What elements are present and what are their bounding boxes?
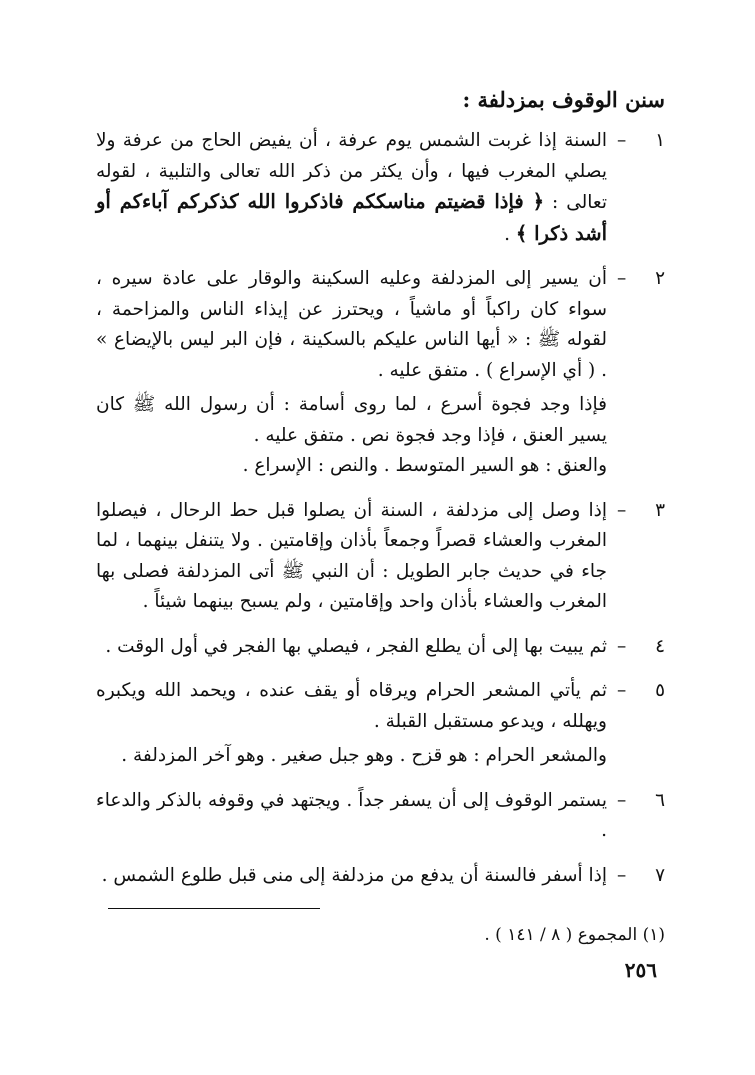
item-number-marker: [617, 786, 665, 817]
item-number-marker: [617, 126, 665, 157]
footnote-divider: [108, 908, 320, 909]
item-note: والمشعر الحرام : هو قزح . وهو جبل صغير . وهو آخر المزدلفة .: [121, 745, 607, 766]
item-note: فإذا وجد فجوة أسرع ، لما روى أسامة : أن رسول الله ﷺ كان يسير العنق ، فإذا وجد فجوة نص . متفق عليه .: [96, 394, 607, 446]
item-text-end: .: [504, 223, 516, 245]
item-text: أن يسير إلى المزدلفة وعليه السكينة والوقار على عادة سيره ، سواء كان راكباً أو ماشياً ، ويحترز عن إيذاء الناس والمزاحمة ، لقوله ﷺ : « أيها الناس عليكم بالسكينة ، فإن البر ليس بالإيضاع » . ( أي الإسراع ) . متفق عليه .: [96, 268, 607, 381]
page-number: ٢٥٦: [624, 958, 657, 982]
item-number: ١: [655, 130, 665, 151]
item-dash: –: [617, 635, 627, 657]
list-item: [96, 786, 665, 847]
footnote: (١) المجموع ( ٨ / ١٤١ ) .: [484, 925, 665, 945]
item-number-marker: [617, 632, 665, 663]
item-dash: –: [617, 130, 627, 151]
item-number-marker: [617, 496, 665, 527]
item-dash: –: [617, 499, 627, 521]
item-number: ٣: [655, 499, 665, 521]
list-item: [96, 676, 665, 772]
item-text: ثم يبيت بها إلى أن يطلع الفجر ، فيصلي بها الفجر في أول الوقت .: [105, 635, 607, 657]
item-number: ٧: [655, 864, 665, 886]
item-text: ثم يأتي المشعر الحرام ويرقاه أو يقف عنده ، ويحمد الله ويكبره ويهلله ، ويدعو مستقبل القبلة .: [96, 680, 607, 732]
list-item: [96, 496, 665, 618]
item-text: إذا وصل إلى مزدلفة ، السنة أن يصلوا قبل حط الرحال ، فيصلوا المغرب والعشاء قصراً وجمعاً بأذان وإقامتين . ولا يتنفل بينهما ، لما جاء في حديث جابر الطويل : أن النبي ﷺ أتى المزدلفة فصلى بها المغرب والعشاء بأذان واحد وإقامتين ، ولم يسبح بينهما شيئاً .: [96, 499, 607, 612]
list-item: [96, 264, 665, 482]
item-dash: –: [617, 268, 627, 289]
list-item: [96, 126, 665, 250]
list-item: [96, 632, 665, 663]
section-title: سنن الوقوف بمزدلفة :: [462, 87, 665, 112]
item-number-marker: [617, 861, 665, 892]
item-number: ٦: [655, 789, 665, 811]
item-dash: –: [617, 680, 627, 701]
item-text-body: السنة إذا غربت الشمس يوم عرفة ، أن يفيض الحاج من عرفة ولا يصلي المغرب فيها ، وأن يكثر من ذكر الله تعالى والتلبية ، لقوله تعالى :: [96, 130, 608, 213]
item-number-marker: [617, 676, 665, 707]
item-text: [96, 126, 607, 250]
item-dash: –: [617, 864, 627, 886]
item-number: ٤: [655, 635, 665, 657]
item-number: ٥: [655, 680, 665, 701]
item-number: ٢: [655, 268, 665, 289]
item-note: والعنق : هو السير المتوسط . والنص : الإسراع .: [242, 455, 607, 476]
item-number-marker: [617, 264, 665, 295]
item-text: يستمر الوقوف إلى أن يسفر جداً . ويجتهد في وقوفه بالذكر والدعاء .: [96, 789, 607, 841]
item-text: إذا أسفر فالسنة أن يدفع من مزدلفة إلى منى قبل طلوع الشمس .: [101, 864, 607, 886]
quran-verse: ﴿ فإذا قضيتم مناسككم فاذكروا الله كذكركم آباءكم أو أشد ذكرا ﴾: [96, 190, 607, 245]
item-dash: –: [617, 789, 627, 811]
list-item: [96, 861, 665, 892]
